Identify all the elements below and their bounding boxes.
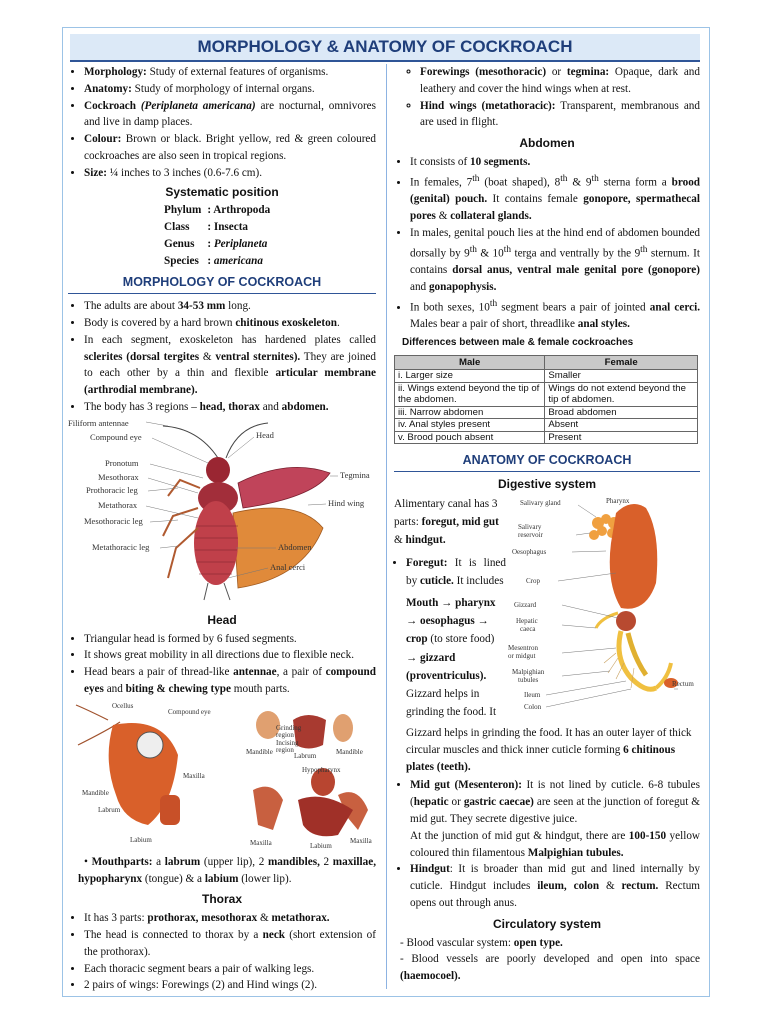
label-hepatic-1: Hepatic (516, 617, 538, 626)
systematic-heading: Systematic position (165, 184, 279, 199)
table-row: ii. Wings extend beyond the tip of the abdomen. Wings do not extend beyond the tip of abdomen. (395, 382, 698, 406)
label-labium-detail: Labium (310, 841, 332, 850)
morphology-list (68, 298, 376, 416)
table-row: Genus : Periplaneta (164, 238, 268, 251)
head-list (68, 631, 376, 698)
label-metathorax: Metathorax (98, 499, 138, 510)
label-prothoracic-leg: Prothoracic leg (86, 484, 138, 495)
list-item: • The adults are about 34-53 mm long. (84, 298, 376, 315)
label-ocellus: Ocellus (112, 701, 134, 710)
systematic-table (164, 202, 276, 270)
differences-table (394, 355, 698, 445)
col-female: Female (545, 355, 698, 370)
digestive-heading: Digestive system (497, 477, 597, 492)
cockroach-body-diagram (68, 418, 376, 608)
list-item: ◦ Hind wings (metathoracic): Transparent, membranous and are used in flight. (420, 98, 700, 132)
digestive-section (394, 495, 700, 735)
label-anal-cerci: Anal cerci (270, 561, 306, 572)
label-oesophagus: Oesophagus (512, 548, 547, 557)
label-salivary-reservoir-1: Salivary (518, 523, 542, 532)
table-row: Species : americana (164, 255, 263, 268)
label-tegmina: Tegmina (340, 469, 370, 480)
label-pharynx: Pharynx (606, 497, 630, 506)
label-mesothoracic-leg: Mesothoracic leg (84, 515, 143, 526)
left-column (68, 64, 376, 994)
head-heading: Head (207, 612, 237, 627)
list-item: • Size: ¼ inches to 3 inches (0.6-7.6 cm). (84, 165, 376, 182)
intro-list (68, 64, 376, 182)
midgut-list (394, 777, 700, 911)
label-head: Head (256, 429, 274, 440)
table-row: Class : Insecta (164, 221, 249, 234)
label-hind-wing: Hind wing (328, 497, 365, 508)
circulatory-list (394, 935, 700, 985)
list-item: ◦ Forewings (mesothoracic) or tegmina: Opaque, dark and leathery and cover the hind wings when at rest. (420, 64, 700, 98)
label-mesenteron-2: or midgut (508, 652, 536, 661)
anatomy-heading: ANATOMY OF COCKROACH (394, 452, 700, 472)
table-row: i. Larger size Smaller (395, 370, 698, 383)
table-row: v. Brood pouch absent Present (395, 431, 698, 444)
label-rectum: Rectum (672, 680, 694, 689)
list-item: • In females, 7th (boat shaped), 8th & 9th sterna form a brood (genital) pouch. It contains female gonopore, spermathecal pores & collateral glands. (410, 171, 700, 225)
label-incising-region: region (276, 745, 294, 754)
label-hypopharynx: Hypopharynx (302, 765, 341, 774)
label-salivary-gland: Salivary gland (520, 499, 561, 508)
label-grinding: Grinding (276, 723, 302, 732)
label-mandible-right: Mandible (336, 747, 363, 756)
list-item: • Cockroach (Periplaneta americana) are nocturnal, omnivores and live in damp places. (84, 98, 376, 132)
label-mandible: Mandible (82, 788, 109, 797)
digestive-intro: Alimentary canal has 3 parts: foregut, mid gut & hindgut. • Foregut: It is lined by cuticle. It includes Mouth → pharynx → oesophagus → crop (to store food) → gizzard (proventriculus). Gizzard helps in grinding the food. It (394, 495, 506, 721)
label-labrum-detail: Labrum (294, 751, 317, 760)
column-divider (386, 64, 387, 989)
table-row: iv. Anal styles present Absent (395, 419, 698, 432)
label-pronotum: Pronotum (105, 457, 139, 468)
list-item: • It shows great mobility in all directions due to flexible neck. (84, 647, 376, 664)
label-grinding-region: region (276, 730, 294, 739)
label-malpighian-2: tubules (518, 676, 539, 685)
list-item: • In males, genital pouch lies at the hind end of abdomen bounded dorsally by 9th & 10th terga and ventrally by the 9th sternum. It contains dorsal anus, ventral male genital pore (gonopore) and gonapophysis. (410, 225, 700, 296)
list-item: • The body has 3 regions – head, thorax and abdomen. (84, 399, 376, 416)
list-item: • The head is connected to thorax by a neck (short extension of the prothorax). (84, 927, 376, 961)
list-item: • Mid gut (Mesenteron): It is not lined by cuticle. 6-8 tubules (hepatic or gastric caecae) are seen at the junction of foregut & mid gut. They secrete digestive juice. At the junction of mid gut & hindgut, there are 100-150 yellow coloured thin filamentous Malpighian tubules. (410, 777, 700, 861)
label-gizzard: Gizzard (514, 601, 537, 610)
circulatory-heading: Circulatory system (492, 916, 602, 931)
label-maxilla-right: Maxilla (350, 836, 372, 845)
label-filiform-antennae: Filiform antennae (68, 417, 129, 428)
thorax-heading: Thorax (201, 892, 242, 907)
list-item: • Anatomy: Study of morphology of internal organs. (84, 81, 376, 98)
table-row: iii. Narrow abdomen Broad abdomen (395, 406, 698, 419)
right-column (394, 64, 700, 985)
list-item: • It consists of 10 segments. (410, 154, 700, 171)
list-item: • 2 pairs of wings: Forewings (2) and Hind wings (2). (84, 977, 376, 994)
label-mesenteron-1: Mesentron (508, 644, 538, 653)
gizzard-text: Gizzard helps in grinding the food. It has an outer layer of thick circular muscles and thick inner cuticle forming 6 chitinous plates (teeth). (406, 727, 692, 773)
label-ileum: Ileum (524, 691, 541, 700)
mouthparts-list (68, 854, 376, 888)
wings-list (394, 64, 700, 131)
label-hepatic-2: caeca (520, 625, 536, 634)
list-item: • Mouthparts: a labrum (upper lip), 2 mandibles, 2 maxillae, hypopharynx (tongue) & a labium (lower lip). (78, 855, 376, 885)
label-incising: Incising (276, 738, 299, 747)
digestive-system-diagram (506, 493, 700, 729)
list-item: • Triangular head is formed by 6 fused segments. (84, 631, 376, 648)
label-salivary-reservoir-2: reservoir (518, 531, 543, 540)
list-item: • Morphology: Study of external features of organisms. (84, 64, 376, 81)
label-labrum: Labrum (98, 805, 121, 814)
label-mesothorax: Mesothorax (98, 471, 139, 482)
mouthparts-diagram (68, 700, 376, 852)
list-item: • In both sexes, 10th segment bears a pair of jointed anal cerci. Males bear a pair of short, threadlike anal styles. (410, 296, 700, 333)
list-item: • Colour: Brown or black. Bright yellow, red & green coloured cockroaches are also seen in tropical regions. (84, 131, 376, 165)
label-maxilla: Maxilla (183, 771, 205, 780)
page-title: MORPHOLOGY & ANATOMY OF COCKROACH (70, 34, 700, 62)
label-labium: Labium (130, 835, 152, 844)
label-abdomen: Abdomen (278, 541, 312, 552)
abdomen-heading: Abdomen (519, 136, 575, 151)
list-item: • Hindgut: It is broader than mid gut and lined internally by cuticle. Hindgut includes ileum, colon & rectum. Rectum opens out through anus. (410, 861, 700, 911)
list-item: • Body is covered by a hard brown chitinous exoskeleton. (84, 315, 376, 332)
morphology-heading: MORPHOLOGY OF COCKROACH (68, 274, 376, 294)
label-maxilla-left: Maxilla (250, 838, 272, 847)
label-malpighian-1: Malpighian (512, 668, 545, 677)
label-metathoracic-leg: Metathoracic leg (92, 541, 150, 552)
table-row: Phylum : Arthropoda (164, 204, 271, 217)
col-male: Male (395, 355, 545, 370)
label-mandible-left: Mandible (246, 747, 273, 756)
differences-title: Differences between male & female cockroaches (402, 337, 634, 349)
list-item: • In each segment, exoskeleton has hardened plates called sclerites (dorsal tergites & ventral sternites). They are joined to each other by a thin and flexible articular membrane (arthrodial membrane). (84, 332, 376, 399)
abdomen-list (394, 154, 700, 333)
list-item: • Each thoracic segment bears a pair of walking legs. (84, 961, 376, 978)
list-item: • Foregut: It is lined by cuticle. It includes (406, 554, 506, 590)
label-colon: Colon (524, 703, 542, 712)
list-item: • It has 3 parts: prothorax, mesothorax & metathorax. (84, 910, 376, 927)
label-compound-eye-head: Compound eye (168, 707, 211, 716)
list-item: • Head bears a pair of thread-like antennae, a pair of compound eyes and biting & chewing type mouth parts. (84, 664, 376, 698)
label-crop: Crop (526, 577, 540, 586)
thorax-list (68, 910, 376, 994)
list-item: - Blood vascular system: open type. (400, 935, 700, 952)
label-compound-eye: Compound eye (90, 431, 142, 442)
table-header-row (395, 355, 698, 370)
list-item: - Blood vessels are poorly developed and open into space (haemocoel). (400, 951, 700, 985)
